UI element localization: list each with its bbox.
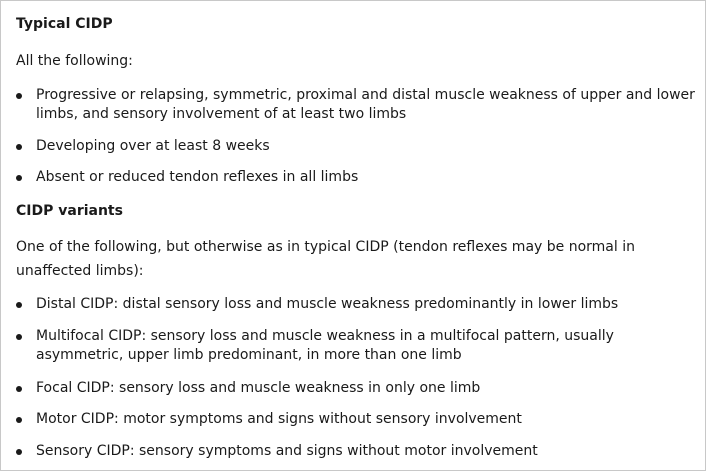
list-item — [16, 137, 696, 156]
typical-cidp-heading: Typical CIDP — [16, 16, 113, 32]
list-item-text: Sensory CIDP: sensory symptoms and signs without motor involvement — [36, 443, 538, 459]
bullet-icon — [16, 302, 22, 308]
bullet-icon — [16, 334, 22, 340]
bullet-icon — [16, 175, 22, 181]
list-item-text: Distal CIDP: distal sensory loss and muscle weakness predominantly in lower limbs — [36, 296, 619, 312]
typical-cidp-intro: All the following: — [16, 53, 133, 69]
bullet-icon — [16, 93, 22, 99]
list-item-text: Absent or reduced tendon reflexes in all limbs — [36, 169, 359, 185]
list-item — [16, 410, 696, 429]
bullet-icon — [16, 386, 22, 392]
list-item — [16, 442, 696, 461]
cidp-variants-intro: One of the following, but otherwise as in typical CIDP (tendon reflexes may be normal in unaffected limbs): — [16, 239, 635, 279]
list-item-text: Developing over at least 8 weeks — [36, 138, 270, 154]
bullet-icon — [16, 449, 22, 455]
list-item — [16, 295, 696, 314]
list-item-text: Motor CIDP: motor symptoms and signs without sensory involvement — [36, 411, 522, 427]
bullet-icon — [16, 144, 22, 150]
cidp-variants-heading: CIDP variants — [16, 203, 123, 219]
list-item-text: Progressive or relapsing, symmetric, proximal and distal muscle weakness of upper and lower limbs, and sensory involvement of at least two limbs — [36, 87, 695, 122]
list-item — [16, 86, 696, 124]
list-item — [16, 168, 696, 187]
list-item-text: Focal CIDP: sensory loss and muscle weakness in only one limb — [36, 380, 481, 396]
list-item — [16, 327, 696, 365]
list-item-text: Multifocal CIDP: sensory loss and muscle weakness in a multifocal pattern, usually asymmetric, upper limb predominant, in more than one limb — [36, 328, 614, 363]
list-item — [16, 379, 696, 398]
bullet-icon — [16, 417, 22, 423]
